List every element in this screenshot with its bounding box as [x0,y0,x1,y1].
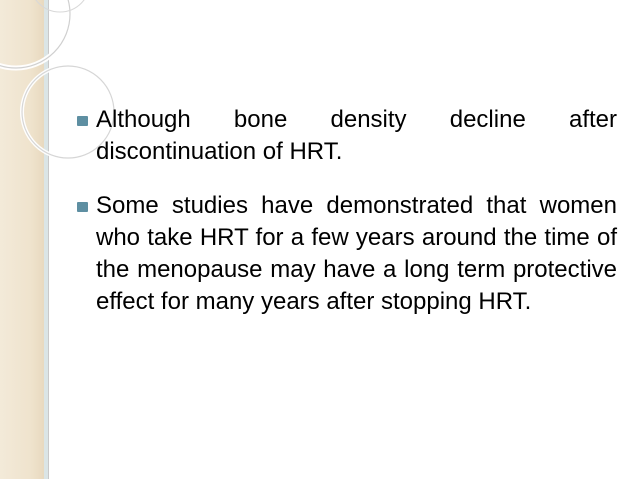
square-bullet-icon [77,202,88,212]
bullet-text: Although bone density decline after discontinuation of HRT. [96,106,617,165]
bullet-text: Some studies have demonstrated that women who take HRT for a few years around the time of the menopause may have a long term protective effect for many years after stopping HRT. [96,192,617,315]
bullet-item [77,190,617,318]
slide-content [77,104,617,340]
bullet-item [77,104,617,168]
square-bullet-icon [77,116,88,126]
